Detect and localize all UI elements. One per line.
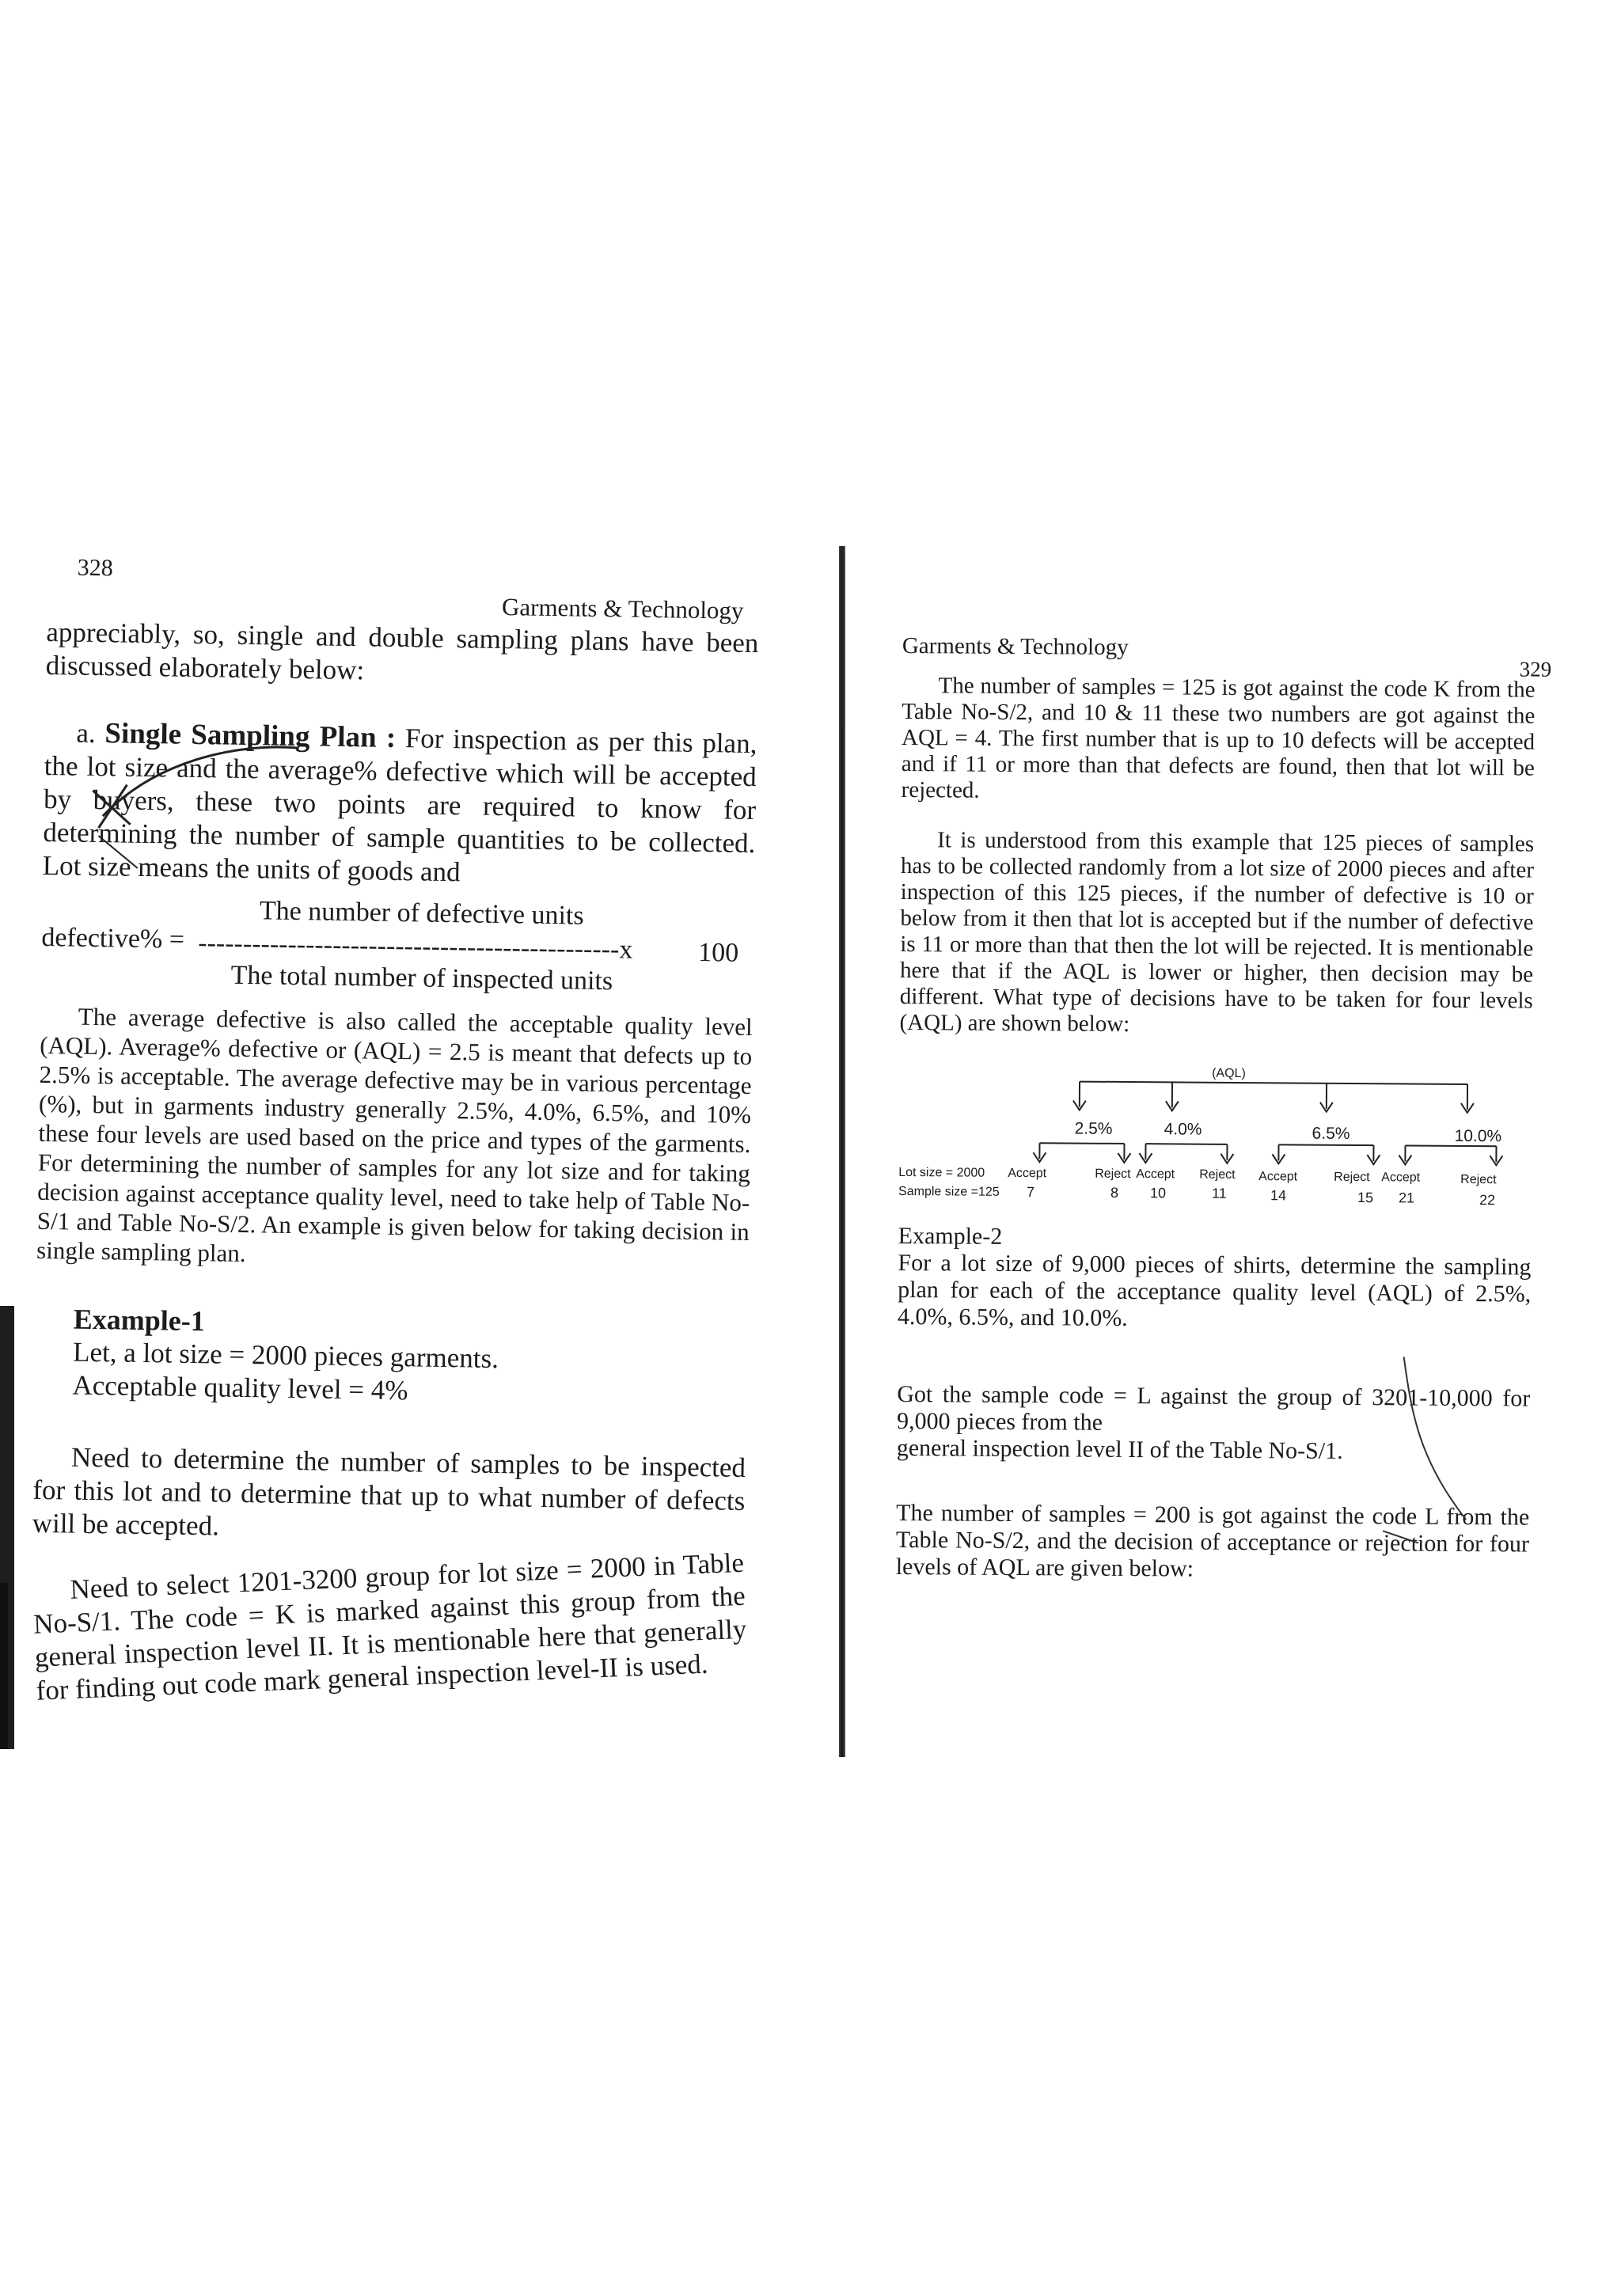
got-line-1: Got the sample code = L against the group of 3201-10,000 for [897, 1380, 1531, 1412]
example-1 [72, 1303, 746, 1413]
formula-dashes: -----------------------------------------------x [198, 928, 633, 965]
accept-label-6-5: Accept [1258, 1170, 1298, 1184]
reject-value-4-0: 11 [1211, 1185, 1227, 1201]
section-text: For inspection as per this plan, the lot size and the average% defective which will be accepted by buyers, these two points are required to know for determining the number of sample quantities to be collected. Lot size means the units of goods and [42, 723, 757, 888]
example-1-title: Example-1 [73, 1303, 206, 1338]
aql-level-4-0: 4.0% [1164, 1120, 1202, 1139]
aql-paragraph [36, 1001, 753, 1276]
accept-label-10-0: Accept [1381, 1171, 1421, 1185]
accept-value-4-0: 10 [1150, 1185, 1167, 1201]
intro-line-2: discussed elaborately below: [45, 649, 365, 686]
running-header-right: Garments & Technology [902, 633, 1129, 660]
got-line-2: 9,000 pieces from the [896, 1407, 1103, 1436]
reject-label-10-0: Reject [1460, 1172, 1497, 1187]
right-page [895, 633, 1551, 1627]
left-scan-edge-lower [0, 1583, 8, 1749]
final-paragraph [896, 1500, 1530, 1585]
aql-root-label: (AQL) [1212, 1066, 1246, 1081]
accept-label-2-5: Accept [1008, 1166, 1047, 1181]
aql-decision-diagram [898, 1065, 1548, 1209]
reject-value-10-0: 22 [1479, 1192, 1496, 1209]
example-1-line-1: Let, a lot size = 2000 pieces garments. [72, 1336, 499, 1375]
lot-size-label: Lot size = 2000 [898, 1165, 985, 1180]
intro-paragraph [45, 616, 758, 693]
page-number-right: 329 [1519, 657, 1552, 681]
reject-label-4-0: Reject [1199, 1167, 1236, 1182]
aql-paragraph-text: The average defective is also called the acceptable quality level (AQL). Average% defective or (AQL) = 2.5 is meant that defects up to 2.5% is acceptable. The average defective may be in various percentage (%), but in garments industry generally 2.5%, 4.0%, 6.5%, and 10% these four levels are used based on the price and types of the garments. For determining the number of samples for any lot size and for taking decision against acceptance quality level, need to take help of Table No-S/1 and Table No-S/2. An example is given below for taking decision in single sampling plan. [36, 1002, 753, 1268]
accept-label-4-0: Accept [1136, 1167, 1175, 1182]
example-2-title: Example-2 [898, 1222, 1003, 1250]
intro-line-1: appreciably, so, single and double sampling plans have been [46, 616, 759, 659]
accept-value-2-5: 7 [1027, 1184, 1035, 1201]
need-paragraph-2-text: Need to select 1201-3200 group for lot size = 2000 in Table No-S/1. The code = K is marked against this group from the general inspection level II. It is mentionable here that generally for finding out code mark general inspection level-II is used. [32, 1546, 747, 1706]
example-2 [898, 1223, 1532, 1335]
section-marker: a. [76, 717, 97, 749]
need-paragraph-1 [32, 1440, 746, 1551]
section-heading: Single Sampling Plan : [104, 717, 397, 754]
running-header-left: Garments & Technology [501, 593, 744, 624]
formula-multiplier: 100 [697, 937, 739, 968]
need-paragraph-2 [32, 1546, 749, 1708]
reject-label-2-5: Reject [1095, 1167, 1131, 1182]
formula-lhs: defective% = [41, 922, 185, 954]
paragraph-2 [899, 827, 1534, 1041]
page-number-left: 328 [77, 554, 113, 582]
final-paragraph-text: The number of samples = 200 is got against the code L from the Table No-S/2, and the decision of acceptance or rejection for four levels of AQL are given below: [895, 1499, 1530, 1582]
aql-level-6-5: 6.5% [1312, 1124, 1350, 1143]
defective-formula [40, 893, 754, 999]
formula-denominator: The total number of inspected units [230, 960, 613, 996]
sample-size-label: Sample size =125 [898, 1184, 1000, 1199]
left-page [28, 554, 784, 1768]
single-sampling-section [42, 716, 757, 894]
example-2-text: For a lot size of 9,000 pieces of shirts, determine the sampling plan for each of the acceptance quality level (AQL) of 2.5%, 4.0%, 6.5%, and 10.0%. [897, 1249, 1532, 1332]
accept-value-10-0: 21 [1398, 1190, 1415, 1206]
formula-numerator: The number of defective units [259, 896, 584, 931]
reject-label-6-5: Reject [1334, 1170, 1370, 1185]
got-line-3: general inspection level II of the Table No-S/1. [896, 1434, 1343, 1464]
reject-value-6-5: 15 [1357, 1190, 1374, 1206]
paragraph-1-text: The number of samples = 125 is got against the code K from the Table No-S/2, and 10 & 11 these two numbers are got against the AQL = 4. The first number that is up to 10 defects will be accepted and if 11 or more than that defects are found, then that lot will be rejected. [901, 673, 1536, 803]
accept-value-6-5: 14 [1270, 1187, 1287, 1204]
paragraph-2-text: It is understood from this example that 125 pieces of samples has to be collected randomly from a lot size of 2000 pieces and after inspection of this 125 pieces, if the number of defective is 10 or below from it then that lot is accepted but if the number of defective is 11 or more than that then the lot will be rejected. It is mentionable here that if the AQL is lower or higher, then decision may be different. What type of decisions have to be taken for four levels (AQL) are shown below: [899, 827, 1535, 1038]
aql-level-2-5: 2.5% [1074, 1119, 1113, 1138]
aql-level-10-0: 10.0% [1454, 1126, 1502, 1146]
example-1-line-2: Acceptable quality level = 4% [72, 1369, 408, 1406]
need-paragraph-1-text: Need to determine the number of samples to be inspected for this lot and to determine that up to what number of defects will be accepted. [32, 1441, 746, 1542]
got-sample-code [897, 1381, 1531, 1467]
paragraph-1 [901, 673, 1535, 808]
reject-value-2-5: 8 [1110, 1184, 1119, 1201]
gutter-shadow-top [841, 546, 843, 728]
